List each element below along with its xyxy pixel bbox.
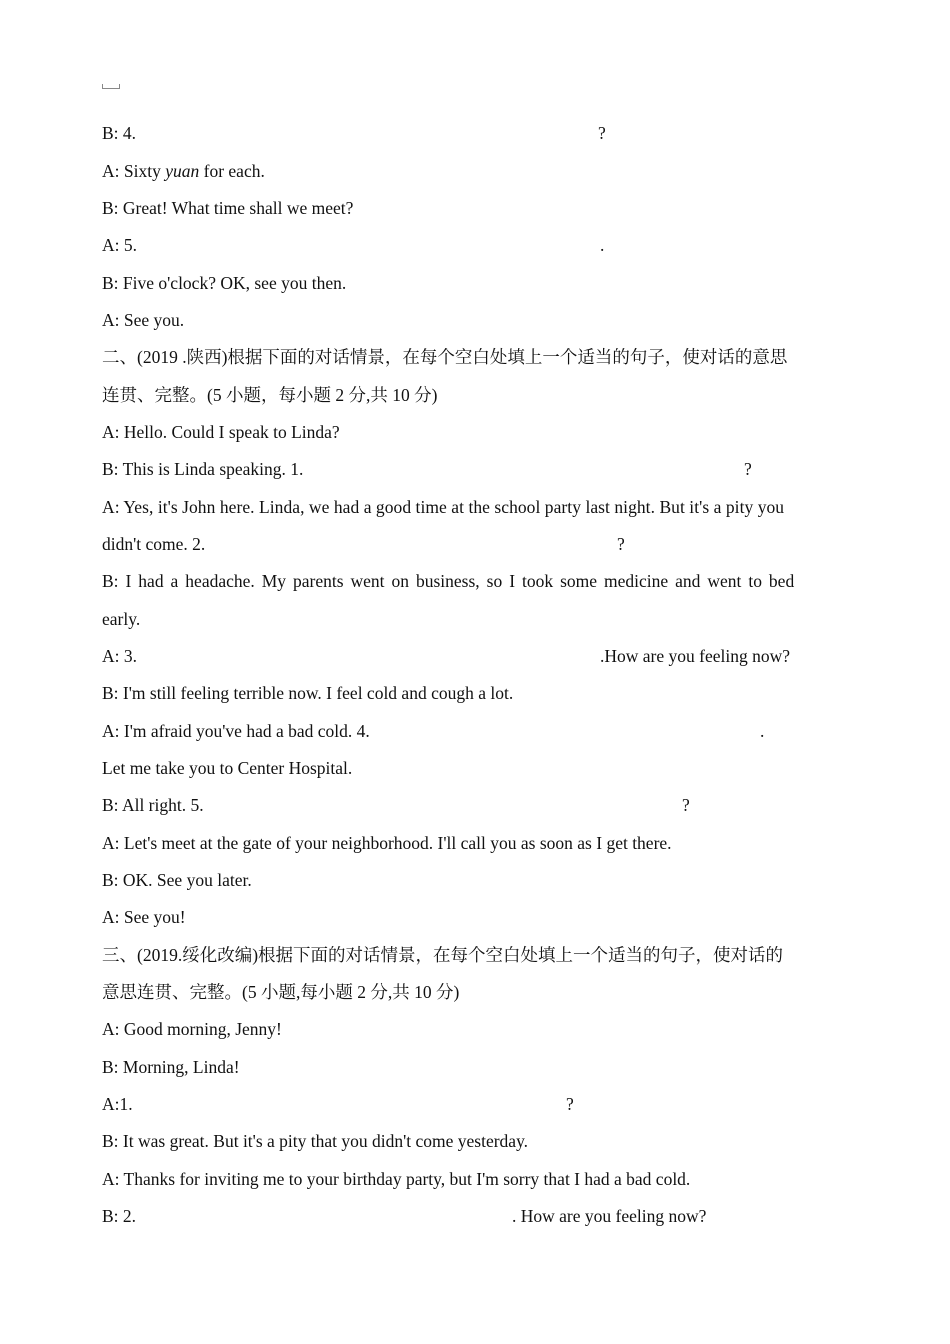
dialogue-line: A: See you. [102, 310, 185, 330]
dialogue-line: B: 2. [102, 1206, 137, 1226]
blank-end-mark: . [600, 235, 605, 255]
dialogue-line: A: See you! [102, 907, 186, 927]
blank-end-mark: ? [617, 534, 625, 554]
dialogue-line: B: All right. 5. [102, 795, 204, 815]
dialogue-line: A: Let's meet at the gate of your neighborhood. I'll call you as soon as I get there. [102, 833, 672, 853]
dialogue-line: B: Five o'clock? OK, see you then. [102, 273, 347, 293]
dialogue-line: B: I had a headache. My parents went on business, so I took some medicine and went to bed [102, 571, 795, 591]
dialogue-line: A: 5. [102, 235, 137, 255]
dialogue-line: A: 3. [102, 646, 137, 666]
dialogue-line: A:1. [102, 1094, 133, 1114]
dialogue-line: A: I'm afraid you've had a bad cold. 4. [102, 721, 370, 741]
blank-end-mark: ? [744, 459, 752, 479]
dialogue-line: A: Yes, it's John here. Linda, we had a good time at the school party last night. But it's a pity you [102, 497, 785, 517]
section-heading: 二、(2019 .陕西)根据下面的对话情景，在每个空白处填上一个适当的句子，使对话的意思 [102, 347, 788, 367]
page-corner-mark [102, 84, 120, 89]
dialogue-line: didn't come. 2. [102, 534, 206, 554]
blank-end-mark: ? [598, 123, 606, 143]
dialogue-line: B: Great! What time shall we meet? [102, 198, 354, 218]
dialogue-line: B: OK. See you later. [102, 870, 252, 890]
dialogue-line: B: Morning, Linda! [102, 1057, 240, 1077]
blank-end-mark: . [760, 721, 765, 741]
dialogue-line: B: It was great. But it's a pity that you didn't come yesterday. [102, 1131, 529, 1151]
dialogue-line: early. [102, 609, 141, 629]
dialogue-line: Let me take you to Center Hospital. [102, 758, 353, 778]
section-heading: 意思连贯、完整。(5 小题,每小题 2 分,共 10 分) [102, 982, 460, 1002]
dialogue-line: A: Hello. Could I speak to Linda? [102, 422, 340, 442]
section-heading: 三、(2019.绥化改编)根据下面的对话情景，在每个空白处填上一个适当的句子，使对话的 [102, 945, 784, 965]
dialogue-line: A: Thanks for inviting me to your birthday party, but I'm sorry that I had a bad cold. [102, 1169, 691, 1189]
blank-end-mark: ? [682, 795, 690, 815]
blank-end-text: . How are you feeling now? [512, 1206, 707, 1226]
dialogue-line: A: Sixty yuan for each. [102, 161, 265, 181]
dialogue-line: B: I'm still feeling terrible now. I feel cold and cough a lot. [102, 683, 514, 703]
dialogue-line: A: Good morning, Jenny! [102, 1019, 282, 1039]
blank-end-mark: ? [566, 1094, 574, 1114]
dialogue-line: B: 4. [102, 123, 137, 143]
section-heading: 连贯、完整。(5 小题，每小题 2 分,共 10 分) [102, 385, 438, 405]
dialogue-line: B: This is Linda speaking. 1. [102, 459, 304, 479]
blank-end-text: .How are you feeling now? [600, 646, 791, 666]
